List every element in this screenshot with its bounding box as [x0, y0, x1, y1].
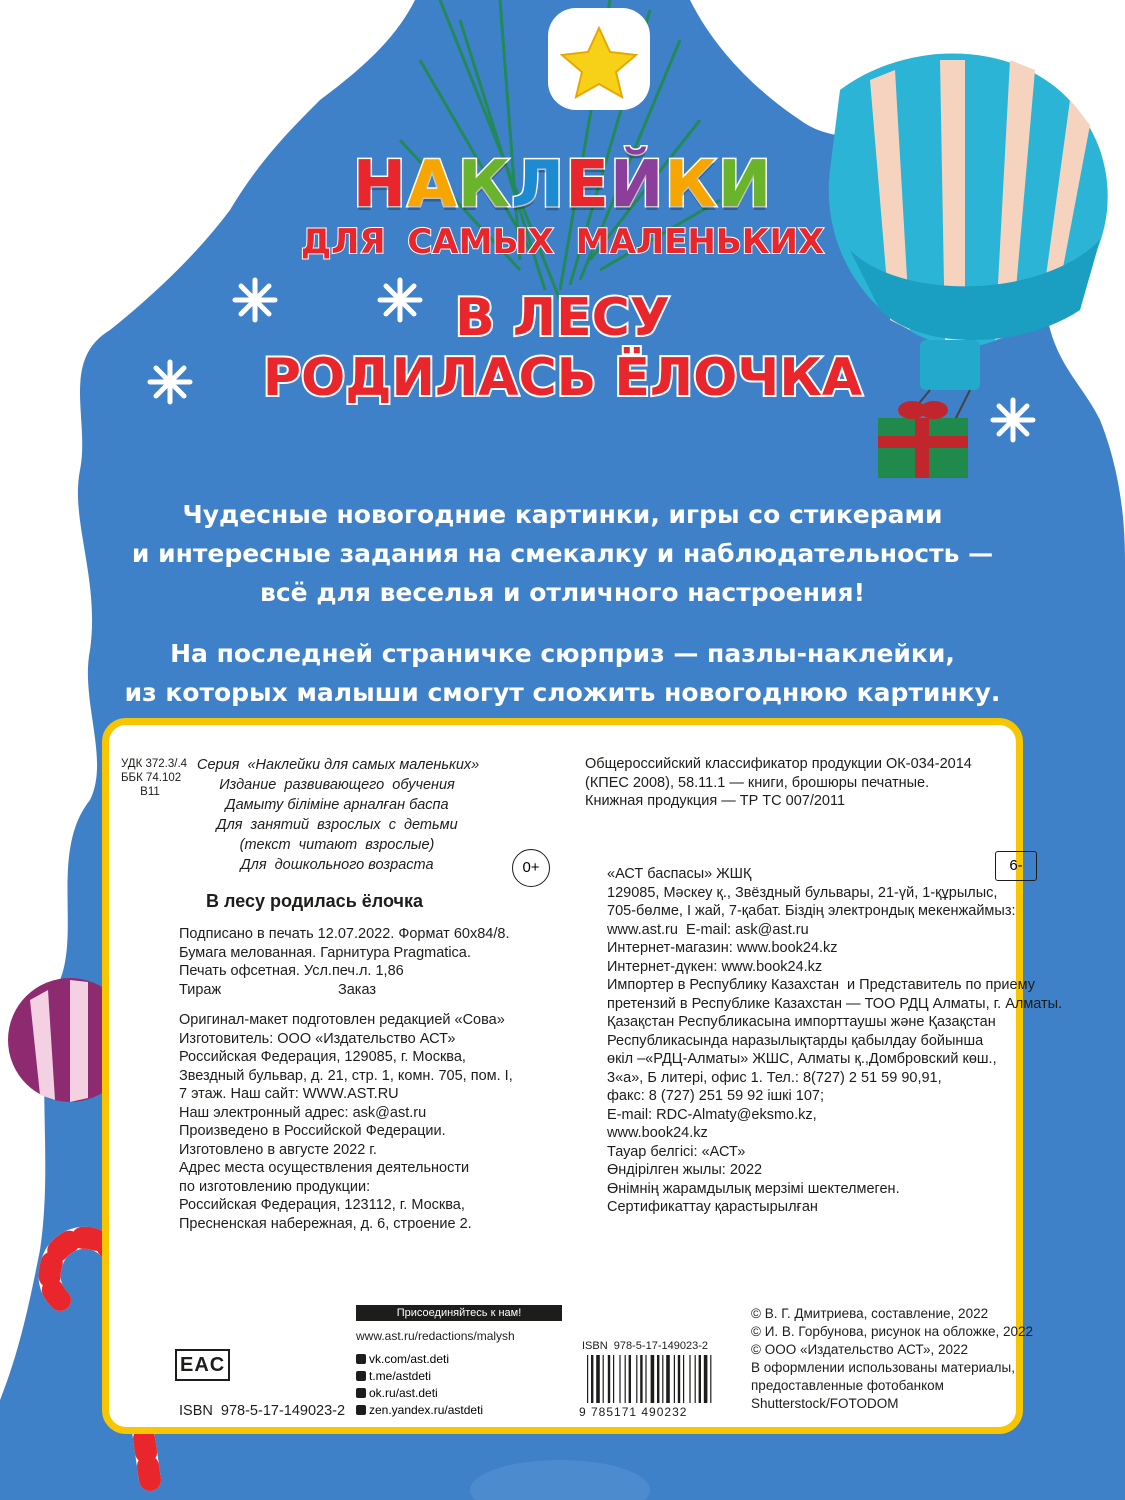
imprint-panel: [102, 718, 1063, 1434]
social-link[interactable]: [356, 1351, 483, 1368]
join-us-banner: Присоединяйтесь к нам!: [356, 1305, 562, 1321]
barcode-bar: [657, 1355, 659, 1403]
brand-letter: Й: [609, 148, 665, 222]
classification-codes: УДК 372.3/.4 ББК 74.102 В11: [121, 758, 188, 798]
barcode-bar: [651, 1355, 655, 1403]
star-badge-icon: [548, 8, 650, 110]
social-link[interactable]: [356, 1402, 483, 1419]
barcode-bar: [704, 1355, 708, 1403]
social-link-text: t.me/astdeti: [369, 1369, 432, 1383]
vk-icon: [356, 1354, 366, 1364]
barcode-digits: 9 785171 490232: [579, 1405, 688, 1419]
barcode-bar: [678, 1355, 680, 1403]
social-link-text: ok.ru/ast.deti: [369, 1386, 438, 1400]
barcode-bar: [710, 1355, 711, 1403]
barcode-bar: [666, 1355, 670, 1403]
brand-letter: К: [664, 148, 718, 222]
title-line-2: РОДИЛАСЬ ЁЛОЧКА: [262, 348, 863, 408]
barcode-bar: [596, 1355, 600, 1403]
barcode-bar: [629, 1355, 631, 1403]
brand-letter: И: [717, 148, 773, 222]
brand-letter: К: [457, 148, 512, 222]
barcode: [585, 1355, 740, 1405]
brand-subtitle: ДЛЯ САМЫХ МАЛЕНЬКИХ: [300, 222, 825, 262]
barcode-bar: [587, 1355, 588, 1403]
brand-logo: [0, 148, 1125, 222]
brand-letter: А: [407, 148, 458, 222]
brand-letter: Е: [565, 148, 610, 222]
social-links: [356, 1351, 483, 1419]
website-link[interactable]: www.ast.ru/redactions/malysh: [356, 1329, 515, 1343]
barcode-bar: [699, 1355, 701, 1403]
social-link[interactable]: [356, 1368, 483, 1385]
barcode-bar: [636, 1355, 637, 1403]
barcode-bar: [645, 1355, 646, 1403]
title-line-1: В ЛЕСУ: [455, 288, 670, 348]
telegram-icon: [356, 1371, 366, 1381]
barcode-bar: [662, 1355, 663, 1403]
promo-text-1: Чудесные новогодние картинки, игры со стикерами и интересные задания на смекалку и наблюдательность — всё для веселья и отличного настроения!: [131, 500, 994, 607]
eac-mark: EAC: [175, 1349, 230, 1381]
age-rating-kz: 6-: [995, 851, 1037, 881]
book-title-cover: [0, 288, 1125, 408]
isbn: ISBN 978-5-17-149023-2: [179, 1403, 346, 1419]
social-link-text: zen.yandex.ru/astdeti: [369, 1403, 484, 1417]
book-title: В лесу родилась ёлочка: [206, 891, 423, 911]
barcode-bar: [689, 1355, 690, 1403]
manufacturer-info: Оригинал-макет подготовлен редакцией «Сова» Изготовитель: ООО «Издательство АСТ» Российская Федерация, 129085, г. Москва, Звездный бульвар, д. 21, стр. 1, комн. 705, пом. I, 7 этаж. Наш сайт: WWW.AST.RU Наш электронный адрес: ask@ast.ru Произведено в Российской Федерации. Изготовлено в августе 2022 г. Адрес места осуществления деятельности по изготовлению продукции: Российская Федерация, 123112, г. Москва, Пресненская набережная, д. 6, строение 2.: [179, 1012, 513, 1232]
barcode-bar: [640, 1355, 642, 1403]
isbn-small: ISBN 978-5-17-149023-2: [582, 1340, 708, 1352]
brand-letter: Н: [352, 148, 408, 222]
zen-icon: [356, 1405, 366, 1415]
print-info: Подписано в печать 12.07.2022. Формат 60х84/8. Бумага мелованная. Гарнитура Pragmatica. Печать офсетная. Усл.печ.л. 1,86 Тираж Заказ: [179, 926, 510, 998]
product-classifier: Общероссийский классификатор продукции ОК-034-2014 (КПЕС 2008), 58.11.1 — книги, брошюры печатные. Книжная продукция — ТР ТС 007/2011: [585, 756, 972, 809]
barcode-bar: [608, 1355, 610, 1403]
barcode-bar: [619, 1355, 620, 1403]
brand-letter: Л: [511, 148, 566, 222]
social-link[interactable]: [356, 1385, 483, 1402]
barcode-bar: [695, 1355, 696, 1403]
barcode-bar: [613, 1355, 614, 1403]
copyright-credits: © В. Г. Дмитриева, составление, 2022 © И. В. Горбунова, рисунок на обложке, 2022 © ООО «Издательство АСТ», 2022 В оформлении использованы материалы, предоставленные фотобанком Shutterstock/FOTODOM: [751, 1306, 1034, 1411]
ok-icon: [356, 1388, 366, 1398]
series-info: Серия «Наклейки для самых маленьких» Издание развивающего обучения Дамыту біліміне арналған баспа Для занятий взрослых с детьми (текст читают взрослые) Для дошкольного возраста: [197, 757, 480, 873]
promo-text-2: На последней страничке сюрприз — пазлы-наклейки, из которых малыши смогут сложить новогоднюю картинку.: [124, 639, 1001, 707]
barcode-bar: [591, 1355, 593, 1403]
barcode-bar: [674, 1355, 675, 1403]
barcode-bar: [603, 1355, 604, 1403]
age-rating-ru: 0+: [512, 849, 550, 887]
social-link-text: vk.com/ast.deti: [369, 1352, 450, 1366]
barcode-bar: [625, 1355, 626, 1403]
kazakhstan-info: «АСТ баспасы» ЖШҚ 129085, Мәскеу қ., Звёздный бульвары, 21-үй, 1-құрылыс, 705-бөлме, I жай, 7-қабат. Біздің электрондық мекенжаймыз: www.ast.ru E-mail: ask@ast.ru Интернет-магазин: www.book24.kz Интернет-дүкен: www.book24.kz Импортер в Республику Казахстан и Представитель по приему претензий в Республике Казахстан — ТОО РДЦ Алматы, г. Алматы. Қазақстан Республикасына импорттаушы және Қазақстан Республикасында наразылықтарды қабылдау бойынша өкіл –«РДЦ-Алматы» ЖШС, Алматы қ.,Домбровский көш., 3«а», Б литері, офис 1. Тел.: 8(727) 2 51 59 90,91, факс: 8 (727) 251 59 92 ішкі 107; E-mail: RDC-Almaty@eksmo.kz, www.book24.kz Тауар белгісі: «АСТ» Өндірілген жылы: 2022 Өнімнің жарамдылық мерзімі шектелмеген. Сертификаттау қарастырылған: [607, 866, 1063, 1215]
barcode-bar: [683, 1355, 684, 1403]
